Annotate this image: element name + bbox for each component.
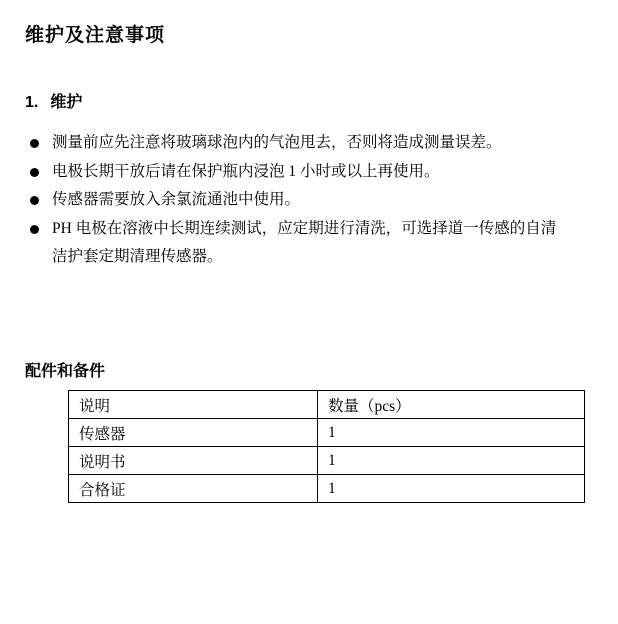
- header-cell-description: 说明: [69, 391, 318, 419]
- bullet-text: 传感器需要放入余氯流通池中使用。: [52, 191, 301, 208]
- maintenance-section-heading: [25, 89, 82, 112]
- table-row: [69, 447, 585, 475]
- header-cell-quantity: 数量（pcs）: [318, 391, 585, 419]
- bullet-icon: [30, 225, 39, 234]
- list-item: [30, 215, 575, 272]
- bullet-text: PH 电极在溶液中长期连续测试，应定期进行清洗，可选择道一传感的自清洁护套定期清理传感器。: [52, 219, 557, 265]
- maintenance-bullet-list: [30, 129, 575, 272]
- table-header-row: [69, 391, 585, 419]
- list-item: [30, 129, 575, 158]
- section-number: 1.: [25, 94, 39, 111]
- parts-table: [68, 390, 585, 503]
- bullet-text: 测量前应先注意将玻璃球泡内的气泡甩去，否则将造成测量误差。: [52, 134, 502, 151]
- section-heading-label: 维护: [50, 94, 83, 111]
- bullet-icon: [30, 139, 39, 148]
- cell-quantity: 1: [318, 419, 585, 447]
- bullet-icon: [30, 196, 39, 205]
- list-item: [30, 158, 575, 187]
- list-item: [30, 186, 575, 215]
- bullet-text: 电极长期干放后请在保护瓶内浸泡 1 小时或以上再使用。: [52, 162, 440, 180]
- table-row: [69, 419, 585, 447]
- cell-quantity: 1: [318, 447, 585, 475]
- cell-description: 传感器: [69, 419, 318, 447]
- cell-quantity: 1: [318, 475, 585, 503]
- cell-description: 合格证: [69, 475, 318, 503]
- cell-description: 说明书: [69, 447, 318, 475]
- page-title: 维护及注意事项: [25, 25, 166, 46]
- table-row: [69, 475, 585, 503]
- parts-section-heading: 配件和备件: [25, 363, 106, 380]
- bullet-icon: [30, 168, 39, 177]
